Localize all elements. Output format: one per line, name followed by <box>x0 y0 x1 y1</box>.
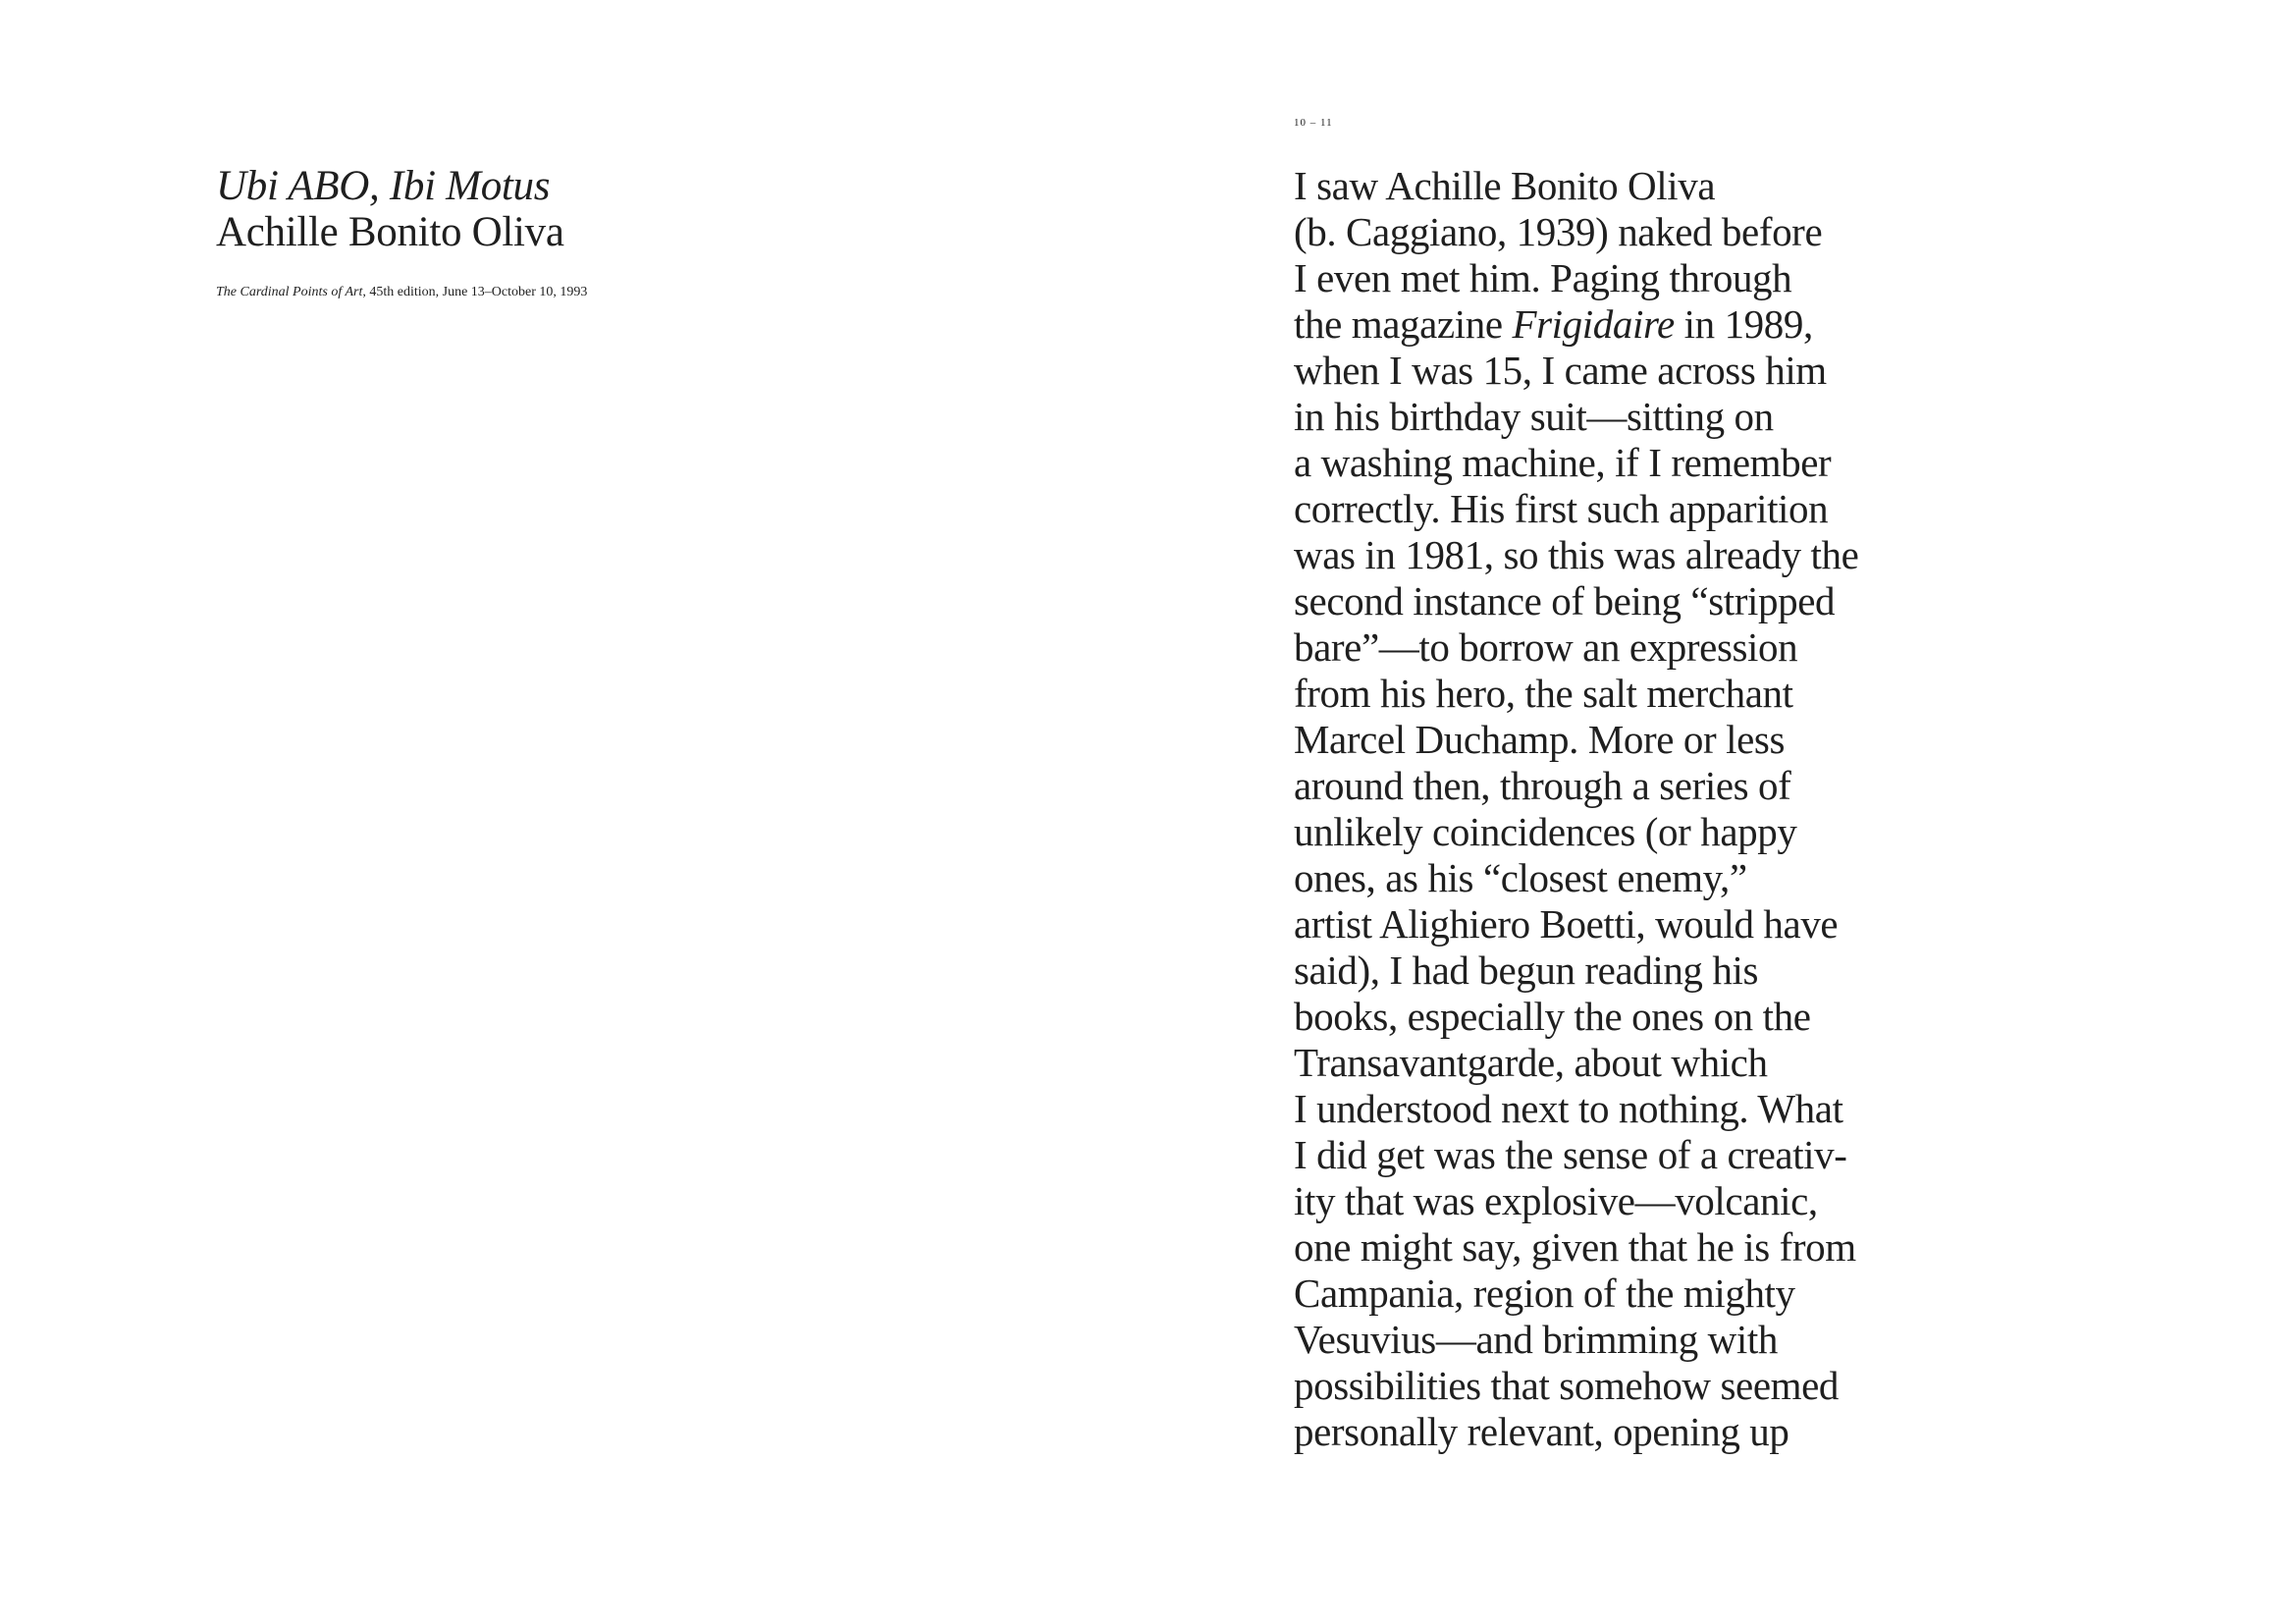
title-block <box>216 163 1099 255</box>
body-text <box>1294 163 2275 1455</box>
body-line: personally relevant, opening up <box>1294 1409 1789 1454</box>
right-page <box>1148 0 2296 1623</box>
caption-exhibition-title: The Cardinal Points of Art <box>216 285 363 299</box>
body-line: Transavantgarde, about which <box>1294 1040 1768 1085</box>
body-line: around then, through a series of <box>1294 763 1791 808</box>
body-line: ones, as his “closest enemy,” <box>1294 855 1747 900</box>
body-line: Campania, region of the mighty <box>1294 1271 1795 1316</box>
body-line: artist Alighiero Boetti, would have <box>1294 901 1839 947</box>
body-line: was in 1981, so this was already the <box>1294 532 1859 577</box>
body-line: I did get was the sense of a creativ- <box>1294 1132 1847 1177</box>
body-line: I even met him. Paging through <box>1294 255 1792 300</box>
body-line: from his hero, the salt merchant <box>1294 671 1793 716</box>
body-line: ity that was explosive—volcanic, <box>1294 1178 1818 1223</box>
body-line: (b. Caggiano, 1939) naked before <box>1294 209 1823 254</box>
caption-details: , 45th edition, June 13–October 10, 1993 <box>362 285 588 299</box>
body-line: second instance of being “stripped <box>1294 578 1836 623</box>
exhibition-caption <box>216 284 587 301</box>
author-name: Achille Bonito Oliva <box>216 209 564 255</box>
body-line: books, especially the ones on the <box>1294 994 1811 1039</box>
body-line: I understood next to nothing. What <box>1294 1086 1843 1131</box>
body-line: when I was 15, I came across him <box>1294 348 1827 393</box>
body-line: bare”—to borrow an expression <box>1294 624 1798 670</box>
body-line: Vesuvius—and brimming with <box>1294 1317 1778 1362</box>
body-line: a washing machine, if I remember <box>1294 440 1832 485</box>
body-line: possibilities that somehow seemed <box>1294 1363 1840 1408</box>
body-line-text: the magazine <box>1294 301 1513 347</box>
magazine-title: Frigidaire <box>1512 301 1675 347</box>
body-line: in his birthday suit—sitting on <box>1294 394 1774 439</box>
essay-title: Ubi ABO, Ibi Motus <box>216 163 551 209</box>
body-line: said), I had begun reading his <box>1294 947 1759 993</box>
body-line <box>1294 301 2275 348</box>
body-line-text: in 1989, <box>1674 301 1813 347</box>
body-line: correctly. His first such apparition <box>1294 486 1829 531</box>
page-numbers: 10 – 11 <box>1294 117 1333 129</box>
body-line: one might say, given that he is from <box>1294 1224 1856 1270</box>
body-line: I saw Achille Bonito Oliva <box>1294 163 1716 208</box>
body-line: unlikely coincidences (or happy <box>1294 809 1797 854</box>
body-line: Marcel Duchamp. More or less <box>1294 717 1785 762</box>
